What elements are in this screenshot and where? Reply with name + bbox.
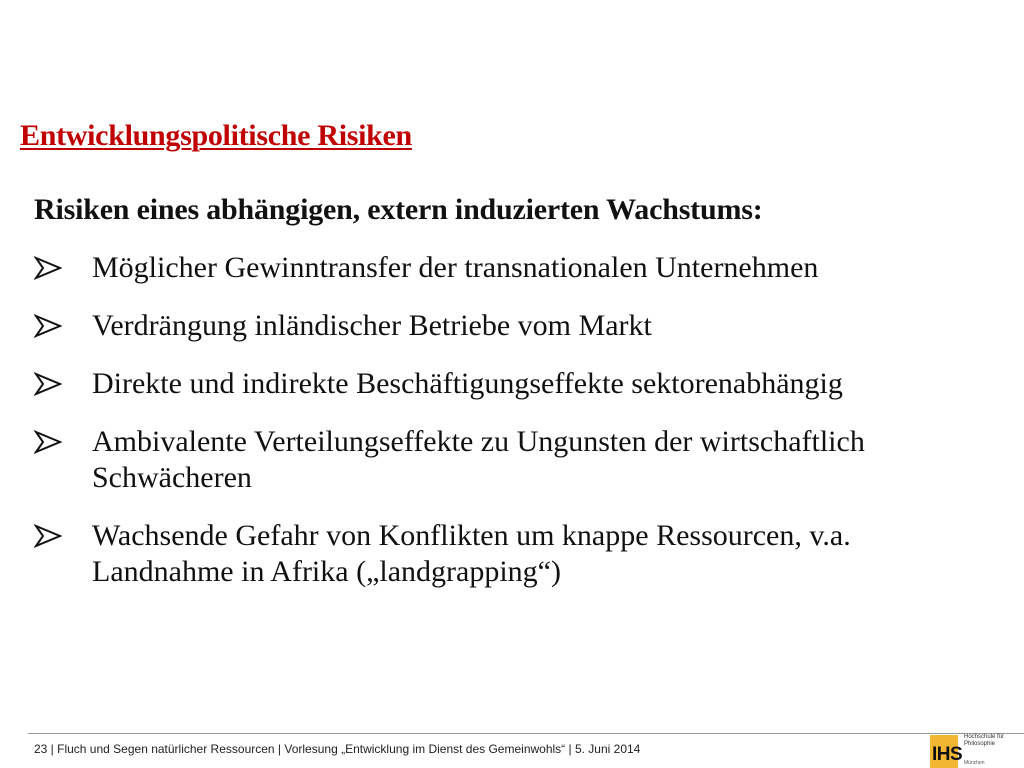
- logo-line-2: Philosophie: [964, 741, 996, 747]
- arrow-bullet-icon: [34, 430, 62, 454]
- bullet-item: [34, 308, 994, 344]
- bullet-item: [34, 424, 994, 496]
- bullet-item: [34, 518, 994, 590]
- footer-divider: [28, 733, 1024, 734]
- logo-line-1: Hochschule für: [964, 734, 1005, 740]
- bullet-item: [34, 366, 994, 402]
- arrow-bullet-icon: [34, 256, 62, 280]
- bullet-text: Verdrängung inländischer Betriebe vom Markt: [92, 309, 652, 342]
- bullet-text: Möglicher Gewinntransfer der transnationalen Unternehmen: [92, 251, 819, 284]
- logo-city: München: [964, 760, 985, 766]
- bullet-text: Direkte und indirekte Beschäftigungseffekte sektorenabhängig: [92, 367, 843, 400]
- ihs-logo: [930, 731, 1024, 768]
- slide-footer: 23 | Fluch und Segen natürlicher Ressourcen | Vorlesung „Entwicklung im Dienst des Gemeinwohls“ | 5. Juni 2014: [34, 742, 641, 756]
- arrow-bullet-icon: [34, 524, 62, 548]
- arrow-bullet-icon: [34, 372, 62, 396]
- slide-title: Entwicklungspolitische Risiken: [20, 119, 412, 152]
- bullet-text: Wachsende Gefahr von Konflikten um knappe Ressourcen, v.a. Landnahme in Afrika („landgrapping“): [92, 519, 851, 588]
- slide-subtitle: Risiken eines abhängigen, extern induzierten Wachstums:: [34, 193, 763, 226]
- bullet-list: [34, 250, 994, 612]
- logo-institution: [964, 734, 1024, 748]
- logo-abbr: IHS: [932, 744, 963, 765]
- bullet-text: Ambivalente Verteilungseffekte zu Ungunsten der wirtschaftlich Schwächeren: [92, 425, 865, 494]
- arrow-bullet-icon: [34, 314, 62, 338]
- bullet-item: [34, 250, 994, 286]
